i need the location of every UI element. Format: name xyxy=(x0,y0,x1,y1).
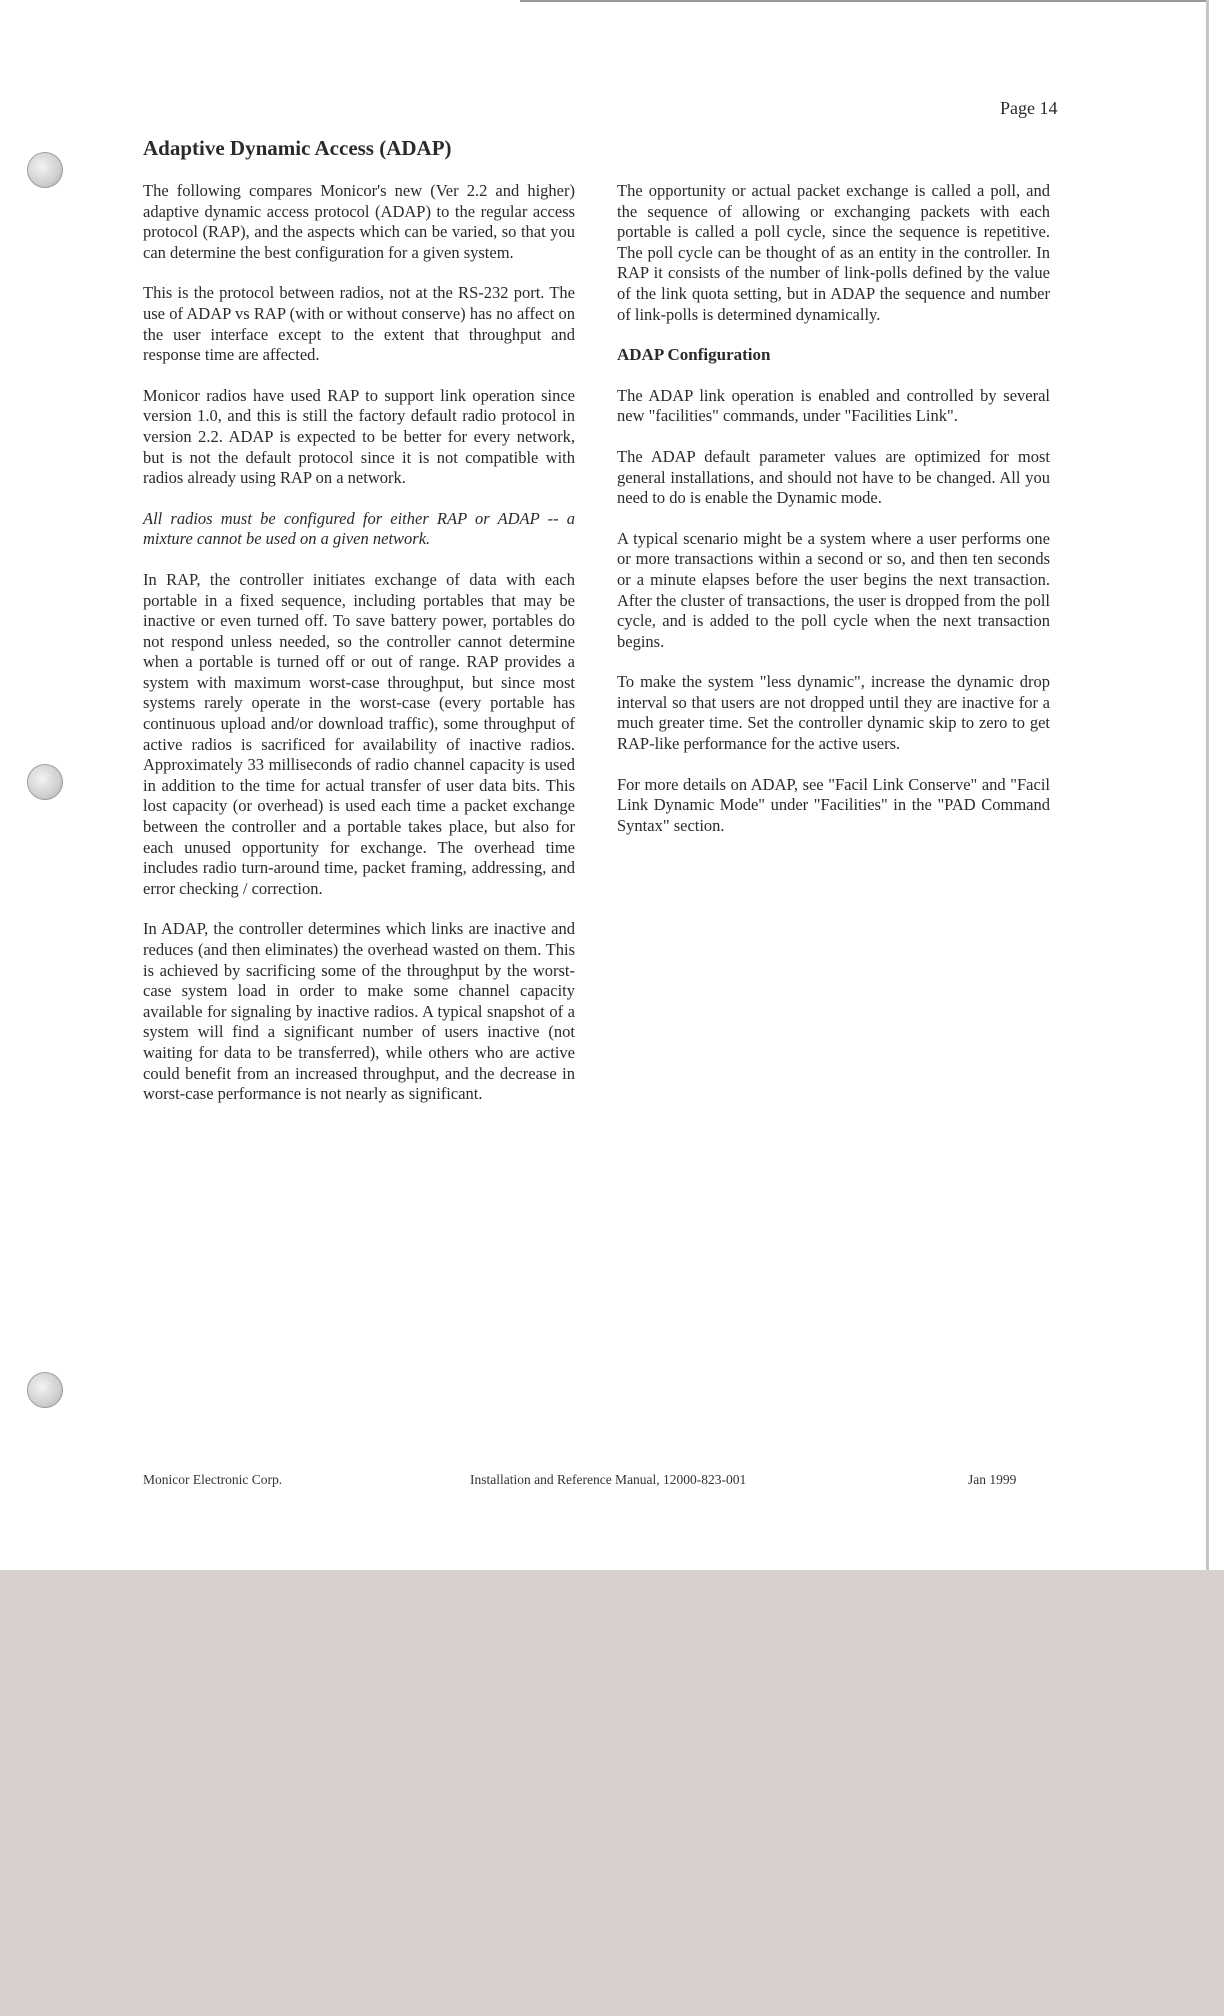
paragraph: The following compares Monicor's new (Ver 2.2 and higher) adaptive dynamic access protocol (ADAP) to the regular access protocol (RAP), and the aspects which can be varied, so that you can determine the best configuration for a given system. xyxy=(143,181,575,262)
paragraph: This is the protocol between radios, not at the RS-232 port. The use of ADAP vs RAP (with or without conserve) has no affect on the user interface except to the extent that throughput and response time are affected. xyxy=(143,283,575,365)
paragraph: The ADAP link operation is enabled and controlled by several new "facilities" commands, under "Facilities Link". xyxy=(617,385,1050,426)
footer-company: Monicor Electronic Corp. xyxy=(143,1472,283,1487)
background-surface xyxy=(0,1570,1224,2016)
paragraph: The opportunity or actual packet exchange is called a poll, and the sequence of allowing or exchanging packets with each portable is called a poll cycle, since the sequence is repetitive. The poll cycle can be thought of as an entity in the controller. In RAP it consists of the number of link-polls defined by the value of the link quota setting, but in ADAP the sequence and number of link-polls is determined dynamically. xyxy=(617,181,1050,324)
italic-note: All radios must be configured for either RAP or ADAP -- a mixture cannot be used on a given network. xyxy=(143,508,575,549)
binder-hole-bottom xyxy=(27,1372,63,1408)
subsection-heading: ADAP Configuration xyxy=(617,345,771,365)
binder-hole-middle xyxy=(27,764,63,800)
paragraph: In RAP, the controller initiates exchange of data with each portable in a fixed sequence, including portables that may be inactive or even turned off. To save battery power, portables do not respond unless needed, so the controller cannot determine when a portable is turned off or out of range. RAP provides a system with maximum worst-case throughput, but since most systems rarely operate in the worst-case (every portable has continuous upload and/or download traffic), some throughput of active radios is sacrificed for availability of inactive radios. Approximately 33 milliseconds of radio channel capacity is used in addition to the time for actual transfer of user data bits. This lost capacity (or overhead) is used each time a packet exchange between the controller and a portable takes place, but also for each unused opportunity for exchange. The overhead time includes radio turn-around time, packet framing, addressing, and error checking / correction. xyxy=(143,569,575,898)
paragraph: A typical scenario might be a system where a user performs one or more transactions within a second or so, and then ten seconds or a minute elapses before the user begins the next transaction. After the cluster of transactions, the user is dropped from the poll cycle, and is added to the poll cycle when the next transaction begins. xyxy=(617,528,1050,651)
binder-hole-top xyxy=(27,152,63,188)
paragraph: For more details on ADAP, see "Facil Link Conserve" and "Facil Link Dynamic Mode" under "Facilities" in the "PAD Command Syntax" section. xyxy=(617,774,1050,835)
page-number: Page 14 xyxy=(1000,98,1058,118)
page-top-edge xyxy=(520,0,1206,2)
paragraph: Monicor radios have used RAP to support link operation since version 1.0, and this is still the factory default radio protocol in version 2.2. ADAP is expected to be better for every network, but is not the default protocol since it is not compatible with radios already using RAP on a network. xyxy=(143,385,575,488)
paragraph: To make the system "less dynamic", increase the dynamic drop interval so that users are not dropped until they are inactive for a much greater time. Set the controller dynamic skip to zero to get RAP-like performance for the active users. xyxy=(617,672,1050,754)
paragraph: In ADAP, the controller determines which links are inactive and reduces (and then eliminates) the overhead wasted on them. This is achieved by sacrificing some of the throughput by the worst-case system load in order to make some channel capacity available for signaling by inactive radios. A typical snapshot of a system will find a significant number of users inactive (not waiting for data to be transferred), while others who are active could benefit from an increased throughput, and the decrease in worst-case performance is not nearly as significant. xyxy=(143,919,575,1104)
left-column xyxy=(143,181,575,1125)
footer-date: Jan 1999 xyxy=(968,1472,1017,1487)
paragraph: The ADAP default parameter values are optimized for most general installations, and should not have to be changed. All you need to do is enable the Dynamic mode. xyxy=(617,446,1050,508)
section-title: Adaptive Dynamic Access (ADAP) xyxy=(143,136,452,160)
right-column xyxy=(617,181,1050,856)
footer-manual: Installation and Reference Manual, 12000-823-001 xyxy=(470,1472,747,1487)
